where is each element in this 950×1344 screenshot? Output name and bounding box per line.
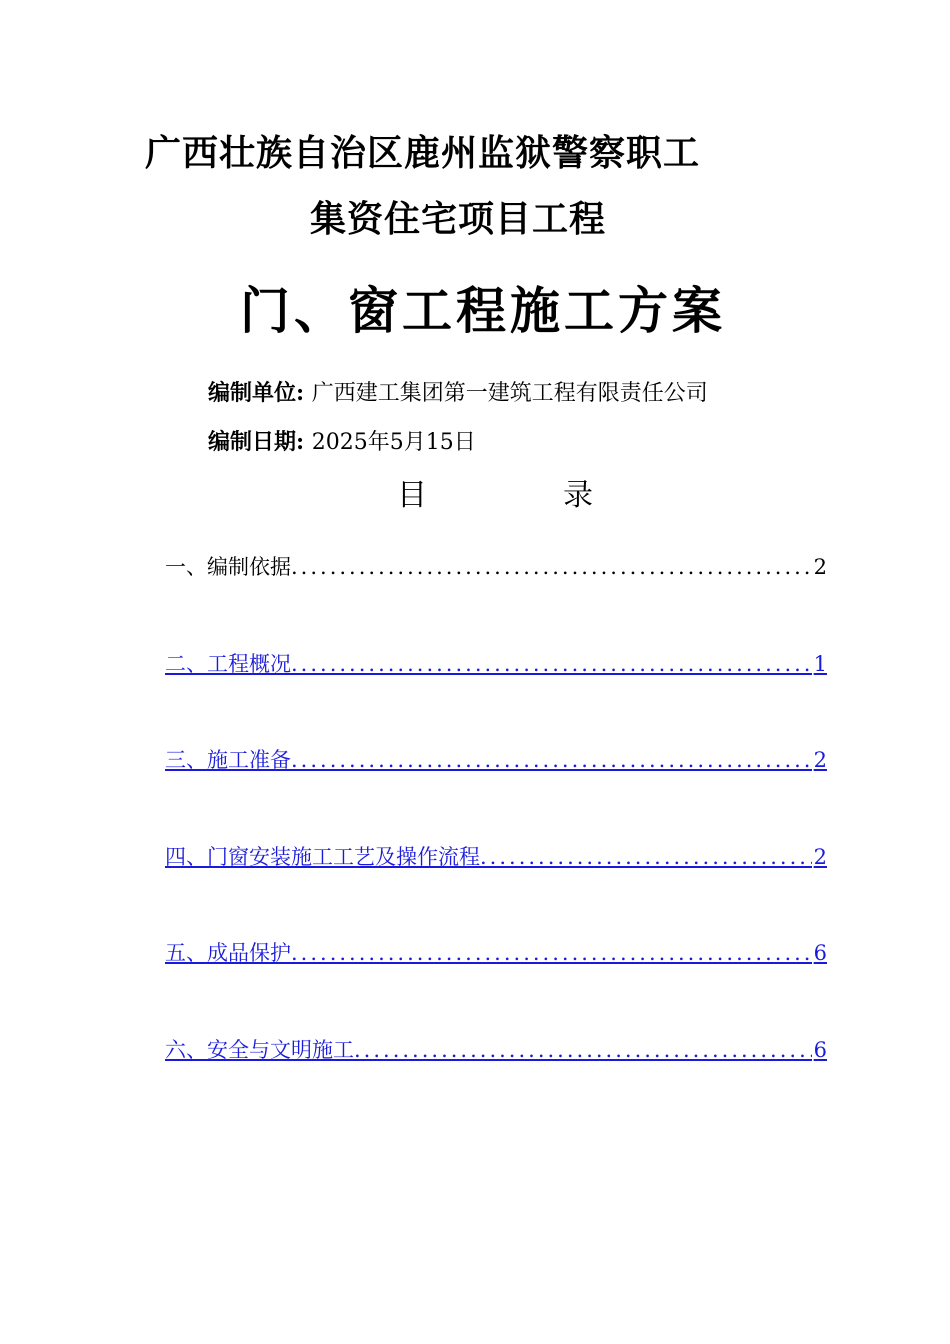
document-title-line-2: 集资住宅项目工程	[310, 198, 607, 240]
toc-heading	[0, 474, 950, 518]
toc-item-label: 四、门窗安装施工工艺及操作流程	[165, 844, 480, 869]
document-title-main: 门、窗工程施工方案	[240, 281, 726, 340]
document-title-line-1: 广西壮族自治区鹿州监狱警察职工	[145, 132, 701, 174]
toc-leader-dots	[354, 1034, 812, 1066]
toc-item-page: 2	[813, 844, 827, 869]
toc-item-label: 三、施工准备	[165, 748, 291, 772]
toc-item-label: 五、成品保护	[165, 941, 291, 965]
toc-leader-dots	[291, 744, 812, 776]
toc-item-page: 1	[813, 651, 827, 676]
toc-item-label: 六、安全与文明施工	[165, 1037, 354, 1062]
toc-leader-dots	[291, 551, 812, 583]
toc-item-3[interactable]	[165, 744, 827, 841]
toc-item-1[interactable]	[165, 551, 827, 648]
toc-item-2[interactable]	[165, 648, 827, 745]
toc-item-label: 二、工程概况	[165, 651, 291, 676]
toc-item-page: 6	[813, 941, 827, 965]
toc-leader-dots	[291, 937, 812, 969]
toc-item-page: 2	[813, 748, 827, 772]
toc-heading-left: 目	[397, 478, 427, 513]
table-of-contents	[165, 551, 827, 1130]
toc-item-5[interactable]	[165, 937, 827, 1034]
compiling-date	[208, 426, 476, 459]
toc-item-4[interactable]	[165, 841, 827, 938]
compiling-date-value: 2025年5月15日	[311, 430, 476, 455]
toc-leader-dots	[291, 648, 812, 680]
toc-item-6[interactable]	[165, 1034, 827, 1131]
compiling-unit-value: 广西建工集团第一建筑工程有限责任公司	[311, 381, 708, 406]
toc-item-label: 一、编制依据	[165, 555, 291, 579]
toc-heading-right: 录	[563, 478, 593, 513]
toc-item-page: 2	[813, 555, 827, 579]
toc-item-page: 6	[813, 1037, 827, 1062]
compiling-unit-label: 编制单位:	[208, 380, 305, 406]
compiling-unit	[208, 377, 708, 410]
compiling-date-label: 编制日期:	[208, 429, 305, 455]
toc-leader-dots	[480, 841, 812, 873]
